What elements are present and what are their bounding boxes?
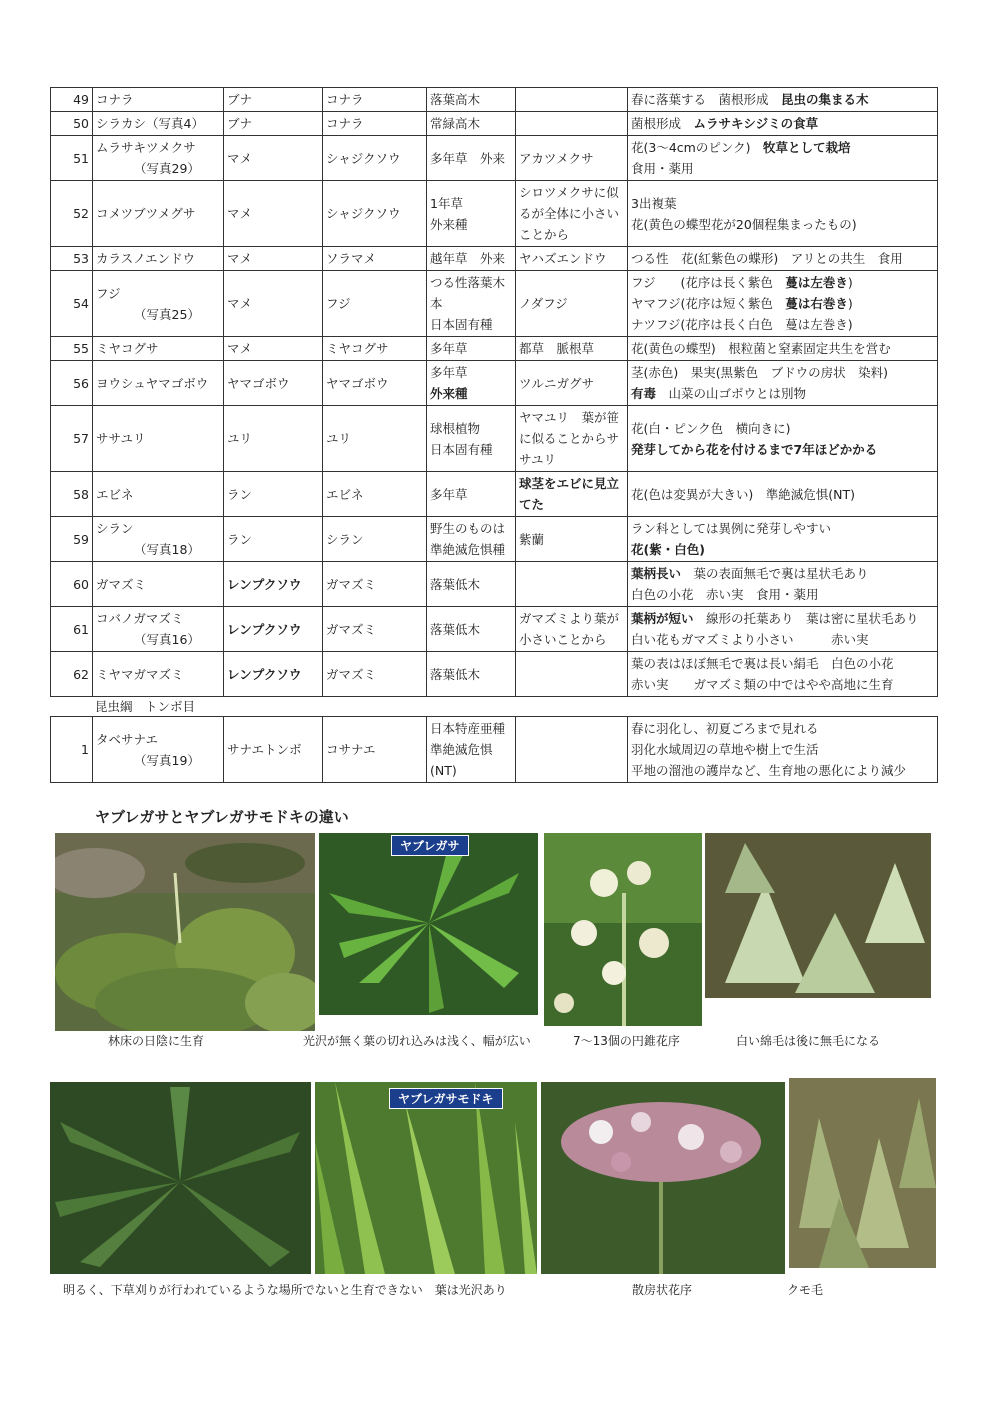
- text-segment: 赤い実 ガマズミ類の中ではやや高地に生育: [631, 677, 894, 692]
- cell-name: [93, 562, 224, 607]
- cell-other-name: [516, 562, 628, 607]
- cell-notes: [628, 472, 938, 517]
- cell-form: [427, 271, 516, 337]
- cell-number: 54: [51, 271, 93, 337]
- bold-text-segment: 牧草として栽培: [762, 140, 851, 155]
- cell-other-name: [516, 337, 628, 361]
- table-row: [51, 406, 938, 472]
- cell-genus: [323, 406, 427, 472]
- cell-genus: [323, 136, 427, 181]
- text-segment: コサナエ: [326, 742, 376, 757]
- plant-table: [50, 87, 938, 697]
- bold-text-segment: 葉柄長い: [631, 566, 682, 581]
- cell-number: 58: [51, 472, 93, 517]
- cell-family: [224, 181, 323, 247]
- text-segment: シャジクソウ: [326, 150, 401, 166]
- text-segment: 都草 脈根草: [519, 341, 595, 356]
- text-segment: マメ: [227, 251, 253, 266]
- species-name: ミヤマガマズミ: [96, 666, 184, 682]
- bold-text-segment: レンプクソウ: [227, 576, 302, 592]
- text-segment: ヤマフジ(花序は短く紫色: [631, 296, 786, 311]
- species-name: ミヤコグサ: [96, 341, 159, 356]
- photo-ref: （写真29）: [134, 161, 200, 176]
- photo-forest-floor: [55, 833, 315, 1031]
- caption-white-hair: 白い綿毛は後に無毛になる: [736, 1034, 881, 1048]
- text-segment: 花(3～4cmのピンク): [631, 140, 763, 155]
- species-name: ササユリ: [96, 431, 146, 446]
- cell-family: [224, 361, 323, 406]
- table-row: [51, 88, 938, 112]
- bold-text-segment: てた: [519, 497, 545, 512]
- photo-heading: ヤブレガサとヤブレガサモドキの違い: [95, 808, 349, 826]
- bold-text-segment: 発芽してから花を付けるまで7年ほどかかる: [631, 441, 878, 457]
- species-name: タベサナエ: [96, 731, 159, 747]
- photo-ref: （写真19）: [134, 752, 200, 768]
- cell-family: [224, 717, 323, 783]
- text-segment: 菌根形成: [631, 116, 694, 131]
- text-segment: 花(黄色の蝶型) 根粒菌と窒素固定共生を営む: [631, 341, 891, 356]
- cell-name: [93, 136, 224, 181]
- cell-name: [93, 247, 224, 271]
- species-name: シラン: [96, 521, 134, 536]
- cell-other-name: [516, 472, 628, 517]
- text-segment: つる性落葉木: [430, 275, 506, 290]
- cell-genus: [323, 652, 427, 697]
- photo-bright-place: [50, 1082, 311, 1274]
- photo-white-hair: [705, 833, 931, 998]
- cell-name: [93, 88, 224, 112]
- cell-notes: [628, 337, 938, 361]
- cell-notes: [628, 562, 938, 607]
- caption-cobweb-hair: クモ毛: [787, 1283, 824, 1297]
- cell-number: 57: [51, 406, 93, 472]
- cell-form: [427, 136, 516, 181]
- species-name: シラカシ（写真4）: [96, 116, 204, 131]
- cell-name: [93, 517, 224, 562]
- text-segment: ラン: [227, 486, 253, 502]
- bold-text-segment: ムラサキシジミの食草: [693, 116, 819, 131]
- cell-genus: [323, 562, 427, 607]
- cell-number: 1: [51, 717, 93, 783]
- cell-notes: [628, 652, 938, 697]
- cell-family: [224, 517, 323, 562]
- cell-number: 56: [51, 361, 93, 406]
- cell-form: [427, 112, 516, 136]
- cell-name: [93, 607, 224, 652]
- species-name: コメツブツメグサ: [96, 206, 196, 221]
- cell-genus: [323, 112, 427, 136]
- text-segment: 越年草 外来: [430, 251, 506, 266]
- cell-form: [427, 406, 516, 472]
- text-segment: フジ: [326, 296, 351, 311]
- cell-family: [224, 562, 323, 607]
- species-name: コバノガマズミ: [96, 611, 184, 626]
- text-segment: ことから: [519, 227, 570, 242]
- text-segment: ヤマゴボウ: [227, 375, 290, 391]
- cell-notes: [628, 181, 938, 247]
- species-name: ガマズミ: [96, 576, 147, 592]
- text-segment: コナラ: [326, 116, 364, 131]
- text-segment: ソラマメ: [326, 251, 377, 266]
- cell-family: [224, 112, 323, 136]
- text-segment: るが全体に小さい: [519, 206, 620, 221]
- cell-genus: [323, 271, 427, 337]
- caption-corymb: 散房状花序: [632, 1283, 693, 1297]
- text-segment: シラン: [326, 531, 364, 547]
- cell-notes: [628, 271, 938, 337]
- text-segment: 山菜の山ゴボウとは別物: [656, 386, 807, 401]
- cell-notes: [628, 406, 938, 472]
- bold-text-segment: 蔓は右巻き: [785, 296, 848, 311]
- bold-text-segment: 球茎をエビに見立: [519, 476, 620, 491]
- bold-text-segment: レンプクソウ: [227, 666, 302, 682]
- text-segment: ラン科としては異例に発芽しやすい: [631, 521, 832, 536]
- cell-number: 52: [51, 181, 93, 247]
- cell-form: [427, 337, 516, 361]
- text-segment: 花(白・ピンク色 横向きに): [631, 420, 791, 436]
- caption-leaf-shape: 光沢が無く葉の切れ込みは浅く、幅が広い: [303, 1034, 531, 1048]
- text-segment: ユリ: [227, 431, 253, 446]
- cell-genus: [323, 517, 427, 562]
- insect-section-label: 昆虫綱 トンボ目: [95, 699, 196, 714]
- text-segment: フジ (花序は長く紫色: [631, 275, 786, 290]
- species-name: カラスノエンドウ: [96, 251, 196, 266]
- cell-other-name: [516, 717, 628, 783]
- text-segment: (NT): [430, 763, 457, 778]
- text-segment: 本: [430, 296, 443, 311]
- text-segment: に似ることからサ: [519, 431, 620, 446]
- table-row: [51, 112, 938, 136]
- text-segment: ガマズミ: [326, 621, 377, 637]
- text-segment: シロツメクサに似: [519, 185, 619, 200]
- cell-name: [93, 361, 224, 406]
- photo-cobweb-hair: [789, 1078, 936, 1268]
- text-segment: 白色の小花 赤い実 食用・薬用: [631, 587, 819, 602]
- cell-other-name: [516, 271, 628, 337]
- text-segment: 野生のものは: [430, 521, 506, 536]
- text-segment: 茎(赤色) 果実(黒紫色 ブドウの房状 染料): [631, 365, 889, 380]
- text-segment: ブナ: [227, 92, 253, 107]
- text-segment: ツルニガグサ: [519, 375, 595, 391]
- cell-number: 51: [51, 136, 93, 181]
- photo-ref: （写真18）: [134, 542, 200, 557]
- text-segment: 葉の表面無毛で裏は星状毛あり: [681, 566, 869, 581]
- text-segment: 準絶滅危惧種: [430, 542, 506, 557]
- text-segment: 1年草: [430, 195, 463, 211]
- species-name: コナラ: [96, 92, 134, 107]
- text-segment: 食用・薬用: [631, 161, 694, 176]
- text-segment: 平地の溜池の護岸など、生育地の悪化により減少: [631, 763, 907, 778]
- cell-number: 60: [51, 562, 93, 607]
- cell-notes: [628, 517, 938, 562]
- text-segment: ガマズミ: [326, 666, 377, 682]
- text-segment: つる性 花(紅紫色の蝶形) アリとの共生 食用: [631, 251, 903, 266]
- cell-name: [93, 652, 224, 697]
- text-segment: ナツフジ(花序は長く白色 蔓は左巻き): [631, 317, 853, 332]
- text-segment: 落葉低木: [430, 576, 481, 592]
- photo-yaburegasa-leaf: [319, 833, 538, 1015]
- cell-form: [427, 181, 516, 247]
- cell-genus: [323, 181, 427, 247]
- text-segment: ヤハズエンドウ: [519, 251, 607, 266]
- text-segment: ラン: [227, 531, 253, 547]
- cell-name: [93, 181, 224, 247]
- text-segment: 春に羽化し、初夏ごろまで見れる: [631, 721, 819, 736]
- bold-text-segment: 有毒: [631, 386, 657, 401]
- cell-family: [224, 247, 323, 271]
- cell-number: 50: [51, 112, 93, 136]
- cell-genus: [323, 607, 427, 652]
- text-segment: 紫蘭: [519, 531, 545, 547]
- cell-number: 53: [51, 247, 93, 271]
- text-segment: ブナ: [227, 116, 253, 131]
- cell-family: [224, 136, 323, 181]
- cell-notes: [628, 112, 938, 136]
- label-modoki: ヤブレガサモドキ: [389, 1088, 503, 1109]
- species-name: ヨウシュヤマゴボウ: [96, 375, 209, 391]
- table-row: [51, 361, 938, 406]
- table-row: [51, 607, 938, 652]
- text-segment: 落葉低木: [430, 621, 481, 637]
- cell-name: [93, 271, 224, 337]
- cell-genus: [323, 472, 427, 517]
- cell-form: [427, 361, 516, 406]
- insect-table: [50, 716, 938, 783]
- cell-number: 62: [51, 652, 93, 697]
- text-segment: マメ: [227, 341, 253, 356]
- text-segment: コナラ: [326, 92, 364, 107]
- table-row: [51, 717, 938, 783]
- cell-number: 49: [51, 88, 93, 112]
- bold-text-segment: レンプクソウ: [227, 621, 302, 637]
- text-segment: マメ: [227, 296, 253, 311]
- text-segment: 羽化水域周辺の草地や樹上で生活: [631, 742, 819, 757]
- text-segment: ): [847, 275, 853, 290]
- text-segment: ミヤコグサ: [326, 341, 389, 356]
- cell-form: [427, 472, 516, 517]
- text-segment: 多年草: [430, 486, 468, 502]
- text-segment: ガマズミより葉が: [519, 611, 620, 626]
- cell-other-name: [516, 88, 628, 112]
- cell-number: 59: [51, 517, 93, 562]
- table-row: [51, 472, 938, 517]
- photo-ref: （写真16）: [134, 632, 200, 647]
- text-segment: 準絶滅危惧: [430, 742, 493, 757]
- caption-forest-floor: 林床の日陰に生育: [108, 1034, 205, 1048]
- text-segment: 多年草: [430, 341, 468, 356]
- cell-form: [427, 607, 516, 652]
- text-segment: ガマズミ: [326, 576, 377, 592]
- cell-name: [93, 717, 224, 783]
- text-segment: サユリ: [519, 452, 557, 467]
- text-segment: エビネ: [326, 486, 364, 502]
- text-segment: 葉の表はほぼ無毛で裏は長い絹毛 白色の小花: [631, 656, 894, 671]
- species-name: エビネ: [96, 486, 134, 502]
- cell-form: [427, 517, 516, 562]
- text-segment: ヤマユリ 葉が笹: [519, 410, 620, 425]
- cell-name: [93, 406, 224, 472]
- text-segment: マメ: [227, 150, 253, 166]
- text-segment: 球根植物: [430, 420, 481, 436]
- cell-family: [224, 337, 323, 361]
- cell-name: [93, 112, 224, 136]
- cell-notes: [628, 247, 938, 271]
- cell-family: [224, 607, 323, 652]
- cell-notes: [628, 136, 938, 181]
- cell-number: 61: [51, 607, 93, 652]
- species-name: ムラサキツメクサ: [96, 140, 196, 155]
- bold-text-segment: 外来種: [430, 386, 468, 401]
- cell-number: 55: [51, 337, 93, 361]
- cell-form: [427, 652, 516, 697]
- cell-genus: [323, 361, 427, 406]
- text-segment: マメ: [227, 206, 253, 221]
- cell-notes: [628, 361, 938, 406]
- cell-other-name: [516, 361, 628, 406]
- cell-form: [427, 562, 516, 607]
- text-segment: ユリ: [326, 431, 352, 446]
- cell-notes: [628, 88, 938, 112]
- table-row: [51, 562, 938, 607]
- text-segment: 落葉高木: [430, 92, 481, 107]
- cell-family: [224, 652, 323, 697]
- text-segment: 春に落葉する 菌根形成: [631, 92, 782, 107]
- cell-genus: [323, 247, 427, 271]
- cell-genus: [323, 88, 427, 112]
- cell-name: [93, 472, 224, 517]
- cell-name: [93, 337, 224, 361]
- cell-form: [427, 717, 516, 783]
- text-segment: 日本固有種: [430, 317, 493, 332]
- table-row: [51, 136, 938, 181]
- cell-family: [224, 472, 323, 517]
- species-name: フジ: [96, 285, 121, 301]
- photo-modoki-leaf: [315, 1082, 537, 1274]
- table-row: [51, 652, 938, 697]
- cell-other-name: [516, 136, 628, 181]
- cell-other-name: [516, 517, 628, 562]
- text-segment: 日本特産亜種: [430, 721, 506, 736]
- table-row: [51, 181, 938, 247]
- text-segment: 落葉低木: [430, 666, 481, 682]
- bold-text-segment: 蔓は左巻き: [785, 275, 848, 290]
- cell-other-name: [516, 247, 628, 271]
- photo-panicle: [544, 833, 702, 1026]
- text-segment: 3出複葉: [631, 195, 677, 211]
- cell-notes: [628, 607, 938, 652]
- text-segment: ノダフジ: [519, 296, 568, 311]
- photo-corymb: [541, 1082, 785, 1274]
- cell-family: [224, 406, 323, 472]
- cell-family: [224, 88, 323, 112]
- cell-notes: [628, 717, 938, 783]
- text-segment: 花(黄色の蝶型花が20個程集まったもの): [631, 216, 857, 232]
- cell-other-name: [516, 181, 628, 247]
- text-segment: 線形の托葉あり 葉は密に星状毛あり: [693, 611, 919, 626]
- text-segment: ): [847, 296, 853, 311]
- text-segment: サナエトンボ: [227, 742, 302, 757]
- cell-other-name: [516, 112, 628, 136]
- cell-family: [224, 271, 323, 337]
- cell-other-name: [516, 607, 628, 652]
- text-segment: 常緑高木: [430, 116, 481, 131]
- cell-form: [427, 88, 516, 112]
- text-segment: 白い花もガマズミより小さい 赤い実: [631, 632, 869, 647]
- text-segment: アカツメクサ: [519, 150, 594, 166]
- cell-other-name: [516, 652, 628, 697]
- bold-text-segment: 昆虫の集まる木: [781, 92, 869, 107]
- caption-panicle: 7～13個の円錐花序: [573, 1034, 680, 1048]
- cell-form: [427, 247, 516, 271]
- text-segment: 日本固有種: [430, 441, 493, 457]
- text-segment: 小さいことから: [519, 632, 607, 647]
- text-segment: シャジクソウ: [326, 206, 401, 221]
- cell-other-name: [516, 406, 628, 472]
- text-segment: 花(色は変異が大きい) 準絶滅危惧(NT): [631, 486, 855, 502]
- table-row: [51, 247, 938, 271]
- table-row: [51, 271, 938, 337]
- label-yaburegasa: ヤブレガサ: [391, 835, 469, 856]
- cell-genus: [323, 717, 427, 783]
- bold-text-segment: 葉柄が短い: [631, 611, 694, 626]
- text-segment: ヤマゴボウ: [326, 375, 389, 391]
- cell-genus: [323, 337, 427, 361]
- text-segment: 多年草: [430, 365, 468, 380]
- text-segment: 外来種: [430, 216, 468, 232]
- caption-bright-place: 明るく、下草刈りが行われているような場所でないと生育できない 葉は光沢あり: [63, 1283, 507, 1297]
- table-row: [51, 517, 938, 562]
- bold-text-segment: 花(紫・白色): [631, 542, 705, 557]
- photo-ref: （写真25）: [134, 306, 200, 322]
- table-row: [51, 337, 938, 361]
- text-segment: 多年草 外来: [430, 150, 506, 166]
